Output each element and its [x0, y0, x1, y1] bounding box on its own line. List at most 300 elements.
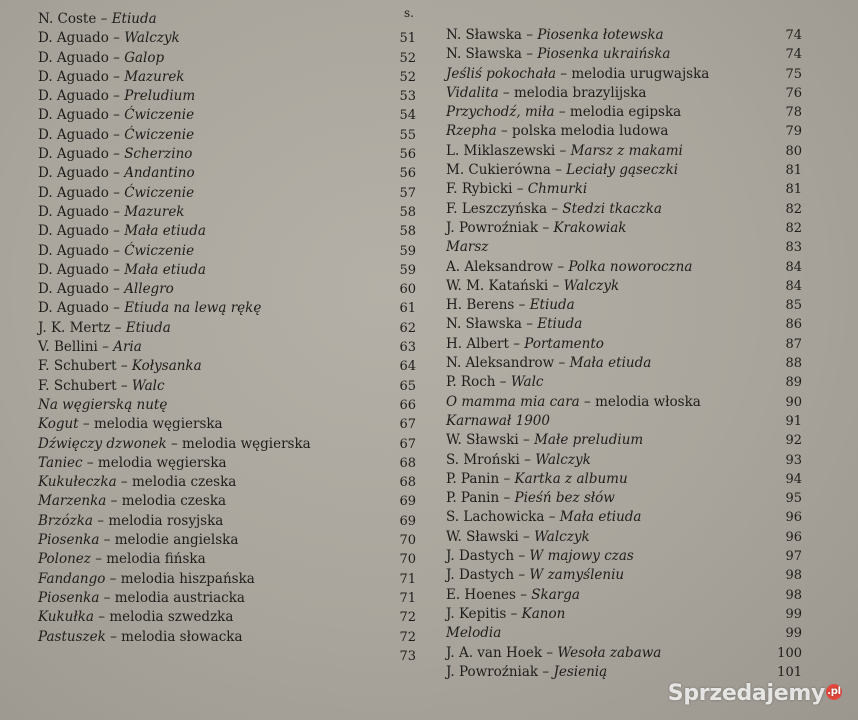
composer-name: W. M. Katański: [446, 277, 549, 294]
toc-row: [446, 431, 816, 450]
dash-separator: –: [108, 88, 125, 105]
work-origin: melodia urugwajska: [571, 65, 710, 82]
composer-name: N. Aleksandrow: [446, 355, 555, 372]
work-title: Mała etiuda: [124, 261, 206, 278]
page-number: 93: [785, 452, 802, 468]
toc-row: [38, 628, 448, 647]
toc-row: [38, 550, 448, 569]
toc-row: [446, 65, 816, 84]
page-number: 90: [785, 394, 802, 410]
dash-separator: –: [108, 146, 125, 163]
dash-separator: –: [90, 551, 107, 568]
page-number: 70: [399, 552, 416, 568]
page-number: 94: [785, 471, 802, 487]
toc-entry: [38, 319, 171, 338]
toc-entry: [446, 180, 587, 199]
work-origin: melodia hiszpańska: [120, 570, 255, 587]
toc-entry: [446, 566, 624, 585]
toc-column-right: [446, 26, 816, 682]
composer-name: P. Panin: [446, 490, 500, 507]
toc-row: [446, 84, 816, 103]
composer-name: S. Mroński: [446, 451, 520, 468]
toc-row: [446, 26, 816, 45]
page-number: 80: [785, 143, 802, 159]
composer-name: D. Aguado: [38, 281, 109, 298]
composer-name: J. Powroźniak: [446, 663, 539, 680]
toc-entry: [38, 492, 226, 511]
toc-entry: [38, 242, 194, 261]
toc-row: [38, 608, 448, 627]
page-number: 84: [785, 278, 802, 294]
dash-separator: –: [553, 258, 569, 275]
dash-separator: –: [514, 297, 530, 314]
page-number: 56: [399, 166, 416, 182]
dash-separator: –: [99, 532, 115, 549]
toc-entry: [38, 454, 227, 473]
toc-entry: [446, 200, 662, 219]
work-title: Walczyk: [563, 277, 620, 294]
toc-row: [38, 242, 448, 261]
work-title: Polka noworoczna: [568, 258, 693, 275]
toc-row: [38, 570, 448, 589]
work-title: Rzepha: [446, 123, 497, 140]
toc-entry: [446, 663, 607, 682]
toc-entry: [446, 412, 550, 431]
work-title: Etiuda: [529, 297, 575, 314]
toc-entry: [38, 222, 206, 241]
dash-separator: –: [93, 609, 110, 626]
dash-separator: –: [108, 68, 125, 85]
toc-entry: [38, 10, 157, 29]
toc-row: [38, 435, 448, 454]
toc-row: [38, 531, 448, 550]
toc-entry: [38, 106, 194, 125]
toc-row: [38, 184, 448, 203]
toc-entry: [38, 145, 192, 164]
dash-separator: –: [542, 644, 558, 661]
toc-row: [446, 586, 816, 605]
composer-name: S. Lachowicka: [446, 509, 545, 526]
dash-separator: –: [548, 277, 564, 294]
page-number: 58: [399, 204, 416, 220]
toc-entry: [446, 45, 670, 64]
toc-entry: [446, 219, 626, 238]
page-number: 65: [399, 378, 416, 394]
composer-name: P. Panin: [446, 470, 500, 487]
page-number: 99: [785, 606, 802, 622]
watermark-logo: [668, 681, 842, 706]
work-title: Walczyk: [124, 30, 180, 47]
work-origin: polska melodia ludowa: [512, 123, 669, 140]
composer-name: D. Aguado: [38, 165, 109, 182]
toc-row: [446, 277, 816, 296]
work-title: Skarga: [531, 586, 580, 603]
toc-row: [38, 126, 448, 145]
dash-separator: –: [108, 30, 125, 47]
dash-separator: –: [78, 416, 94, 433]
page-number: 96: [785, 529, 802, 545]
work-title: Andantino: [124, 165, 195, 182]
work-title: Piosenka: [38, 532, 100, 549]
dash-separator: –: [82, 454, 98, 471]
composer-name: N. Sławska: [446, 46, 522, 63]
toc-row: [446, 624, 816, 643]
dash-separator: –: [554, 355, 570, 372]
work-title: Pieśń bez słów: [514, 490, 615, 507]
work-title: W majowy czas: [529, 548, 634, 565]
page-number: 66: [399, 397, 416, 413]
dash-separator: –: [514, 567, 530, 584]
composer-name: A. Aleksandrow: [446, 258, 554, 275]
composer-name: H. Berens: [446, 297, 515, 314]
dash-separator: –: [108, 281, 125, 298]
page-number: 79: [785, 124, 802, 140]
dash-separator: –: [166, 435, 183, 452]
work-title: Ćwiczenie: [124, 107, 195, 124]
toc-row: [38, 280, 448, 299]
work-title: Pastuszek: [38, 628, 106, 645]
composer-name: H. Albert: [446, 335, 509, 352]
page-number: 69: [399, 513, 416, 529]
work-title: Kanon: [521, 605, 566, 622]
toc-entry: [446, 161, 678, 180]
dash-separator: –: [105, 628, 122, 645]
toc-row: [38, 29, 448, 48]
dash-separator: –: [518, 528, 535, 545]
work-origin: melodia czeska: [131, 474, 237, 491]
composer-name: D. Aguado: [38, 49, 109, 66]
work-title: Mazurek: [124, 68, 185, 85]
composer-name: D. Aguado: [38, 30, 109, 47]
page-number: 68: [399, 475, 416, 491]
dash-separator: –: [554, 104, 570, 121]
toc-entry: [38, 49, 164, 68]
toc-entry: [446, 65, 709, 84]
work-title: Walczyk: [535, 451, 591, 468]
work-origin: melodia węgierska: [182, 435, 311, 452]
toc-entry: [446, 122, 668, 141]
work-title: Kukułeczka: [38, 474, 117, 491]
page-number: 71: [399, 590, 416, 606]
toc-entry: [38, 261, 206, 280]
page-number: 54: [399, 108, 416, 124]
toc-row: [38, 68, 448, 87]
page-number: 55: [399, 127, 416, 143]
dash-separator: –: [96, 11, 112, 27]
dash-separator: –: [515, 586, 532, 603]
toc-row: [446, 122, 816, 141]
work-title: Portamento: [524, 335, 604, 352]
dash-separator: –: [108, 107, 125, 124]
dash-separator: –: [547, 200, 563, 217]
toc-row: [446, 180, 816, 199]
toc-row: [38, 492, 448, 511]
work-title: Mała etiuda: [559, 509, 642, 526]
composer-name: D. Aguado: [38, 223, 109, 240]
page-number: 72: [399, 610, 416, 626]
composer-name: W. Sławski: [446, 528, 519, 545]
work-title: Piosenka ukraińska: [537, 46, 671, 63]
composer-name: J. Kepitis: [446, 605, 507, 622]
toc-entry: [38, 338, 142, 357]
page-number: 74: [785, 28, 802, 43]
toc-row: [38, 454, 448, 473]
page-number: 58: [399, 224, 416, 240]
page-number: 57: [399, 185, 416, 201]
toc-entry: [38, 550, 206, 569]
toc-entry: [38, 608, 233, 627]
work-title: Mała etiuda: [124, 223, 206, 240]
toc-entry: [38, 531, 238, 550]
work-title: Jesienią: [553, 663, 608, 680]
toc-entry: [446, 335, 604, 354]
page-number: 52: [399, 69, 416, 85]
page-number: 81: [785, 182, 802, 198]
toc-row: [38, 396, 448, 415]
work-title: Aria: [113, 339, 142, 356]
page-number: 96: [785, 510, 802, 526]
work-title: Etiuda: [537, 316, 583, 333]
work-title: Walc: [131, 377, 165, 394]
work-title: Chmurki: [527, 181, 588, 198]
work-title: Etiuda na lewą rękę: [124, 300, 262, 317]
toc-row: [446, 566, 816, 585]
dash-separator: –: [512, 181, 528, 198]
composer-name: D. Aguado: [38, 242, 109, 259]
dash-separator: –: [508, 335, 525, 352]
toc-entry: [446, 431, 643, 450]
toc-entry: [38, 29, 180, 48]
work-origin: melodia fińska: [106, 551, 206, 568]
toc-row: [38, 512, 448, 531]
dash-separator: –: [108, 223, 125, 240]
toc-row: [446, 103, 816, 122]
work-title: Walc: [510, 374, 544, 391]
toc-row: [38, 222, 448, 241]
toc-entry: [38, 377, 165, 396]
composer-name: L. Miklaszewski: [446, 142, 556, 159]
composer-name: J. Powroźniak: [446, 219, 539, 236]
dash-separator: –: [495, 374, 511, 391]
work-origin: melodia szwedzka: [109, 609, 234, 626]
dash-separator: –: [108, 126, 125, 143]
toc-entry: [38, 473, 236, 492]
work-title: Fandango: [38, 570, 106, 587]
work-title: Kukułka: [38, 609, 94, 626]
composer-name: J. Dastych: [446, 567, 515, 584]
page-number: 76: [785, 85, 802, 101]
toc-entry: [446, 103, 681, 122]
composer-name: D. Aguado: [38, 300, 109, 317]
work-origin: melodie angielska: [114, 532, 239, 549]
work-origin: melodia węgierska: [97, 454, 227, 471]
composer-name: M. Cukierówna: [446, 162, 551, 179]
toc-entry: [446, 470, 628, 489]
toc-row: [38, 415, 448, 434]
page-number: 59: [399, 262, 416, 278]
page-number: 73: [399, 648, 416, 664]
toc-row: [38, 473, 448, 492]
page-number: 61: [399, 301, 416, 317]
work-title: Piosenka łotewska: [537, 27, 664, 43]
dash-separator: –: [521, 46, 538, 63]
page-number: 75: [785, 66, 802, 82]
page-number: 64: [399, 359, 416, 375]
page-number: 51: [399, 31, 416, 47]
work-title: W zamyśleniu: [529, 567, 625, 584]
page-number: 67: [399, 417, 416, 433]
toc-column-left: [38, 10, 448, 666]
toc-entry: [38, 68, 185, 87]
toc-row: [446, 412, 816, 431]
work-title: Ćwiczenie: [124, 126, 195, 143]
page-number: 83: [785, 240, 802, 256]
dash-separator: –: [498, 84, 514, 101]
page-number: 97: [785, 549, 802, 565]
composer-name: F. Schubert: [38, 377, 117, 394]
page-number: 91: [785, 413, 802, 429]
toc-entry: [38, 164, 195, 183]
toc-row: [38, 145, 448, 164]
page-number: 62: [399, 320, 416, 336]
dash-separator: –: [518, 432, 535, 449]
work-title: Walczyk: [534, 528, 590, 545]
composer-name: D. Aguado: [38, 126, 109, 143]
work-title: Dźwięczy dzwonek: [38, 435, 167, 452]
toc-entry: [38, 203, 185, 222]
watermark-text: Sprzedajemy: [667, 681, 825, 706]
work-title: Karnawał 1900: [446, 412, 550, 429]
toc-entry: [446, 624, 501, 643]
dash-separator: –: [108, 184, 125, 201]
dash-separator: –: [108, 300, 125, 317]
dash-separator: –: [110, 319, 126, 336]
work-title: Na węgierską nutę: [38, 396, 168, 413]
dash-separator: –: [116, 474, 132, 491]
work-origin: melodia brazylijska: [513, 84, 647, 101]
toc-row: [446, 605, 816, 624]
toc-row: [38, 357, 448, 376]
toc-row: [446, 219, 816, 238]
work-title: Kołysanka: [131, 358, 202, 375]
page-number: 88: [785, 356, 802, 372]
work-title: Przychodź, miła: [446, 104, 555, 121]
work-title: Brzózka: [38, 512, 93, 529]
composer-name: P. Roch: [446, 374, 496, 391]
toc-entry: [38, 299, 261, 318]
toc-row: [446, 335, 816, 354]
toc-entry: [38, 570, 255, 589]
work-title: Scherzino: [124, 146, 193, 163]
work-title: O mamma mia cara: [446, 393, 580, 410]
toc-row: [446, 161, 816, 180]
toc-entry: [38, 126, 194, 145]
dash-separator: –: [538, 663, 554, 680]
dash-separator: –: [97, 339, 114, 356]
page-number: 86: [785, 317, 802, 333]
composer-name: E. Hoenes: [446, 586, 516, 603]
toc-row: [446, 528, 816, 547]
work-origin: melodia austriacka: [114, 589, 245, 606]
toc-row: [446, 393, 816, 412]
toc-entry: [38, 184, 194, 203]
toc-entry: [446, 508, 641, 527]
page-number: 85: [785, 298, 802, 314]
toc-entry: [446, 451, 591, 470]
page-number: 63: [399, 340, 416, 356]
toc-row: [446, 258, 816, 277]
dash-separator: –: [499, 490, 515, 507]
dash-separator: –: [496, 123, 512, 140]
toc-entry: [446, 373, 543, 392]
toc-entry: [446, 238, 488, 257]
toc-row: [446, 354, 816, 373]
toc-entry: [446, 528, 590, 547]
page-number: 72: [399, 629, 416, 645]
work-origin: melodia włoska: [595, 393, 701, 410]
work-origin: melodia węgierska: [93, 416, 223, 433]
page-number: 98: [785, 587, 802, 603]
dash-separator: –: [506, 605, 522, 622]
toc-row: [446, 45, 816, 64]
composer-name: J. Dastych: [446, 548, 515, 565]
toc-entry: [38, 512, 223, 531]
work-title: Marsz z makami: [570, 142, 683, 159]
composer-name: V. Bellini: [38, 339, 98, 356]
work-title: Etiuda: [125, 319, 171, 336]
toc-row: [446, 663, 816, 682]
work-title: Mazurek: [124, 203, 185, 220]
toc-entry: [446, 258, 692, 277]
composer-name: N. Sławska: [446, 27, 522, 43]
composer-name: D. Aguado: [38, 146, 109, 163]
toc-row: [446, 200, 816, 219]
work-title: Leciały gąseczki: [566, 162, 679, 179]
toc-entry: [446, 605, 565, 624]
page-number: 95: [785, 491, 802, 507]
work-title: Krakowiak: [553, 219, 627, 236]
composer-name: J. K. Mertz: [38, 319, 111, 336]
toc-entry: [446, 142, 683, 161]
toc-row: [38, 164, 448, 183]
toc-row: [446, 296, 816, 315]
work-title: Vidalita: [446, 84, 499, 101]
composer-name: N. Sławska: [446, 316, 522, 333]
toc-entry: [38, 357, 202, 376]
toc-row: [38, 338, 448, 357]
work-title: Ćwiczenie: [124, 184, 195, 201]
work-origin: melodia słowacka: [121, 628, 243, 645]
toc-row: [446, 489, 816, 508]
toc-row: [38, 299, 448, 318]
toc-row: [446, 451, 816, 470]
dash-separator: –: [108, 242, 125, 259]
dash-separator: –: [519, 451, 536, 468]
dash-separator: –: [556, 65, 572, 82]
toc-entry: [446, 393, 701, 412]
toc-row: [38, 203, 448, 222]
composer-name: D. Aguado: [38, 68, 109, 85]
toc-entry: [446, 296, 575, 315]
dash-separator: –: [105, 570, 121, 587]
page-number: 92: [785, 433, 802, 449]
composer-name: D. Aguado: [38, 203, 109, 220]
page-number: 82: [785, 201, 802, 217]
dash-separator: –: [108, 165, 125, 182]
page-number: 99: [785, 626, 802, 642]
toc-entry: [38, 435, 311, 454]
work-title: Etiuda: [111, 11, 157, 27]
